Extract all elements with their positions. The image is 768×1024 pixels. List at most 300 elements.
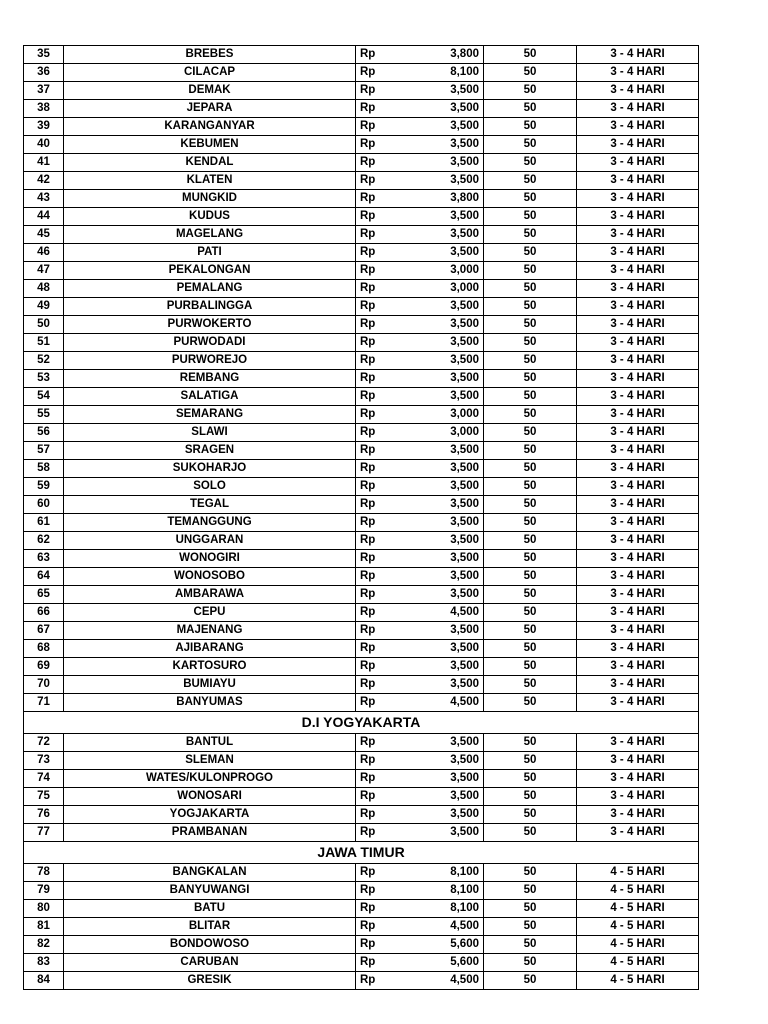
delivery-time: 3 - 4 HARI [577,208,699,226]
delivery-time: 3 - 4 HARI [577,824,699,842]
currency-label: Rp [356,442,401,460]
delivery-time: 3 - 4 HARI [577,352,699,370]
table-row [24,694,699,712]
city-name: PURWOKERTO [64,316,356,334]
table-row [24,676,699,694]
row-number: 47 [24,262,64,280]
delivery-time: 3 - 4 HARI [577,586,699,604]
price-value: 8,100 [401,900,484,918]
currency-label: Rp [356,658,401,676]
price-value: 3,500 [401,334,484,352]
city-name: KLATEN [64,172,356,190]
city-name: WATES/KULONPROGO [64,770,356,788]
city-name: TEMANGGUNG [64,514,356,532]
price-value: 4,500 [401,972,484,990]
min-weight: 50 [484,460,577,478]
delivery-time: 3 - 4 HARI [577,806,699,824]
delivery-time: 3 - 4 HARI [577,514,699,532]
delivery-time: 3 - 4 HARI [577,298,699,316]
delivery-time: 3 - 4 HARI [577,752,699,770]
min-weight: 50 [484,46,577,64]
price-value: 3,000 [401,424,484,442]
row-number: 76 [24,806,64,824]
price-value: 3,500 [401,172,484,190]
price-value: 3,500 [401,370,484,388]
currency-label: Rp [356,568,401,586]
table-row [24,262,699,280]
min-weight: 50 [484,604,577,622]
row-number: 44 [24,208,64,226]
min-weight: 50 [484,208,577,226]
currency-label: Rp [356,972,401,990]
row-number: 35 [24,46,64,64]
currency-label: Rp [356,100,401,118]
row-number: 54 [24,388,64,406]
row-number: 60 [24,496,64,514]
currency-label: Rp [356,900,401,918]
price-value: 3,800 [401,46,484,64]
delivery-time: 3 - 4 HARI [577,370,699,388]
min-weight: 50 [484,972,577,990]
table-row [24,82,699,100]
price-value: 3,500 [401,352,484,370]
table-row [24,442,699,460]
delivery-time: 3 - 4 HARI [577,496,699,514]
row-number: 70 [24,676,64,694]
currency-label: Rp [356,460,401,478]
currency-label: Rp [356,280,401,298]
currency-label: Rp [356,406,401,424]
currency-label: Rp [356,478,401,496]
min-weight: 50 [484,496,577,514]
row-number: 77 [24,824,64,842]
row-number: 58 [24,460,64,478]
currency-label: Rp [356,694,401,712]
city-name: KENDAL [64,154,356,172]
table-row [24,244,699,262]
currency-label: Rp [356,82,401,100]
price-value: 3,000 [401,406,484,424]
city-name: PEMALANG [64,280,356,298]
row-number: 64 [24,568,64,586]
min-weight: 50 [484,882,577,900]
min-weight: 50 [484,118,577,136]
currency-label: Rp [356,918,401,936]
city-name: SLEMAN [64,752,356,770]
table-row [24,316,699,334]
price-value: 3,500 [401,496,484,514]
city-name: BANYUMAS [64,694,356,712]
table-row [24,478,699,496]
city-name: SALATIGA [64,388,356,406]
min-weight: 50 [484,550,577,568]
city-name: DEMAK [64,82,356,100]
delivery-time: 3 - 4 HARI [577,334,699,352]
city-name: WONOSARI [64,788,356,806]
region-header-row [24,712,699,734]
price-value: 3,500 [401,676,484,694]
table-row [24,172,699,190]
price-value: 3,500 [401,136,484,154]
currency-label: Rp [356,172,401,190]
delivery-time: 3 - 4 HARI [577,694,699,712]
min-weight: 50 [484,334,577,352]
city-name: PEKALONGAN [64,262,356,280]
min-weight: 50 [484,532,577,550]
row-number: 57 [24,442,64,460]
currency-label: Rp [356,788,401,806]
min-weight: 50 [484,676,577,694]
price-value: 4,500 [401,694,484,712]
table-row [24,298,699,316]
row-number: 65 [24,586,64,604]
row-number: 83 [24,954,64,972]
currency-label: Rp [356,46,401,64]
table-row [24,882,699,900]
table-row [24,280,699,298]
row-number: 56 [24,424,64,442]
min-weight: 50 [484,622,577,640]
city-name: GRESIK [64,972,356,990]
min-weight: 50 [484,954,577,972]
table-row [24,918,699,936]
row-number: 55 [24,406,64,424]
min-weight: 50 [484,190,577,208]
table-row [24,900,699,918]
currency-label: Rp [356,864,401,882]
delivery-time: 3 - 4 HARI [577,568,699,586]
delivery-time: 3 - 4 HARI [577,788,699,806]
row-number: 79 [24,882,64,900]
min-weight: 50 [484,568,577,586]
city-name: BUMIAYU [64,676,356,694]
city-name: MAGELANG [64,226,356,244]
currency-label: Rp [356,622,401,640]
table-row [24,658,699,676]
currency-label: Rp [356,190,401,208]
row-number: 80 [24,900,64,918]
min-weight: 50 [484,770,577,788]
currency-label: Rp [356,244,401,262]
price-value: 3,500 [401,118,484,136]
city-name: KARTOSURO [64,658,356,676]
currency-label: Rp [356,370,401,388]
price-value: 3,000 [401,262,484,280]
delivery-time: 3 - 4 HARI [577,316,699,334]
min-weight: 50 [484,226,577,244]
min-weight: 50 [484,262,577,280]
row-number: 62 [24,532,64,550]
price-value: 3,500 [401,752,484,770]
delivery-time: 3 - 4 HARI [577,604,699,622]
row-number: 37 [24,82,64,100]
delivery-time: 3 - 4 HARI [577,154,699,172]
table-row [24,770,699,788]
currency-label: Rp [356,496,401,514]
delivery-time: 3 - 4 HARI [577,280,699,298]
city-name: KEBUMEN [64,136,356,154]
currency-label: Rp [356,514,401,532]
min-weight: 50 [484,734,577,752]
delivery-time: 3 - 4 HARI [577,262,699,280]
row-number: 74 [24,770,64,788]
delivery-time: 4 - 5 HARI [577,900,699,918]
table-row [24,118,699,136]
min-weight: 50 [484,824,577,842]
delivery-time: 3 - 4 HARI [577,640,699,658]
price-value: 3,500 [401,532,484,550]
city-name: BONDOWOSO [64,936,356,954]
min-weight: 50 [484,806,577,824]
min-weight: 50 [484,388,577,406]
city-name: BATU [64,900,356,918]
min-weight: 50 [484,64,577,82]
city-name: SLAWI [64,424,356,442]
city-name: KUDUS [64,208,356,226]
price-value: 5,600 [401,936,484,954]
delivery-time: 3 - 4 HARI [577,136,699,154]
table-row [24,208,699,226]
table-row [24,460,699,478]
price-value: 3,800 [401,190,484,208]
row-number: 84 [24,972,64,990]
table-row [24,806,699,824]
delivery-time: 3 - 4 HARI [577,622,699,640]
price-value: 3,500 [401,770,484,788]
table-row [24,734,699,752]
table-row [24,46,699,64]
table-row [24,788,699,806]
city-name: SEMARANG [64,406,356,424]
table-row [24,622,699,640]
city-name: CARUBAN [64,954,356,972]
table-row [24,604,699,622]
row-number: 75 [24,788,64,806]
price-value: 3,500 [401,442,484,460]
table-row [24,972,699,990]
min-weight: 50 [484,82,577,100]
min-weight: 50 [484,514,577,532]
delivery-time: 3 - 4 HARI [577,478,699,496]
city-name: PRAMBANAN [64,824,356,842]
table-row [24,936,699,954]
shipping-rate-table [23,45,699,990]
price-value: 3,500 [401,316,484,334]
city-name: REMBANG [64,370,356,388]
currency-label: Rp [356,298,401,316]
row-number: 59 [24,478,64,496]
row-number: 42 [24,172,64,190]
city-name: BANTUL [64,734,356,752]
min-weight: 50 [484,442,577,460]
currency-label: Rp [356,316,401,334]
currency-label: Rp [356,586,401,604]
table-row [24,586,699,604]
delivery-time: 4 - 5 HARI [577,864,699,882]
delivery-time: 4 - 5 HARI [577,954,699,972]
delivery-time: 3 - 4 HARI [577,100,699,118]
delivery-time: 3 - 4 HARI [577,406,699,424]
delivery-time: 3 - 4 HARI [577,532,699,550]
currency-label: Rp [356,226,401,244]
price-value: 3,500 [401,824,484,842]
table-row [24,752,699,770]
min-weight: 50 [484,936,577,954]
price-value: 3,000 [401,280,484,298]
row-number: 43 [24,190,64,208]
row-number: 41 [24,154,64,172]
delivery-time: 3 - 4 HARI [577,442,699,460]
price-value: 3,500 [401,154,484,172]
currency-label: Rp [356,824,401,842]
row-number: 36 [24,64,64,82]
row-number: 49 [24,298,64,316]
row-number: 52 [24,352,64,370]
city-name: BANYUWANGI [64,882,356,900]
currency-label: Rp [356,752,401,770]
city-name: PURWOREJO [64,352,356,370]
city-name: YOGJAKARTA [64,806,356,824]
table-row [24,388,699,406]
row-number: 38 [24,100,64,118]
min-weight: 50 [484,694,577,712]
table-row [24,352,699,370]
city-name: PATI [64,244,356,262]
min-weight: 50 [484,918,577,936]
table-row [24,864,699,882]
currency-label: Rp [356,550,401,568]
price-value: 3,500 [401,568,484,586]
min-weight: 50 [484,172,577,190]
city-name: WONOGIRI [64,550,356,568]
currency-label: Rp [356,64,401,82]
price-value: 4,500 [401,604,484,622]
delivery-time: 3 - 4 HARI [577,676,699,694]
min-weight: 50 [484,316,577,334]
min-weight: 50 [484,244,577,262]
delivery-time: 3 - 4 HARI [577,734,699,752]
price-value: 3,500 [401,82,484,100]
city-name: JEPARA [64,100,356,118]
currency-label: Rp [356,640,401,658]
row-number: 78 [24,864,64,882]
city-name: SRAGEN [64,442,356,460]
row-number: 53 [24,370,64,388]
delivery-time: 3 - 4 HARI [577,658,699,676]
price-value: 3,500 [401,478,484,496]
min-weight: 50 [484,586,577,604]
delivery-time: 3 - 4 HARI [577,424,699,442]
price-value: 3,500 [401,244,484,262]
table-row [24,406,699,424]
row-number: 73 [24,752,64,770]
row-number: 66 [24,604,64,622]
delivery-time: 3 - 4 HARI [577,172,699,190]
price-value: 8,100 [401,882,484,900]
currency-label: Rp [356,770,401,788]
price-value: 3,500 [401,622,484,640]
min-weight: 50 [484,478,577,496]
row-number: 61 [24,514,64,532]
currency-label: Rp [356,936,401,954]
price-value: 3,500 [401,100,484,118]
row-number: 48 [24,280,64,298]
delivery-time: 3 - 4 HARI [577,226,699,244]
table-row [24,334,699,352]
row-number: 46 [24,244,64,262]
min-weight: 50 [484,100,577,118]
currency-label: Rp [356,352,401,370]
table-row [24,532,699,550]
row-number: 45 [24,226,64,244]
price-value: 3,500 [401,734,484,752]
price-value: 3,500 [401,586,484,604]
currency-label: Rp [356,806,401,824]
price-value: 3,500 [401,640,484,658]
delivery-time: 3 - 4 HARI [577,118,699,136]
currency-label: Rp [356,424,401,442]
row-number: 63 [24,550,64,568]
currency-label: Rp [356,118,401,136]
price-value: 4,500 [401,918,484,936]
table-body [24,46,699,990]
price-value: 3,500 [401,658,484,676]
table-row [24,550,699,568]
currency-label: Rp [356,676,401,694]
delivery-time: 3 - 4 HARI [577,460,699,478]
row-number: 51 [24,334,64,352]
table-row [24,64,699,82]
min-weight: 50 [484,640,577,658]
price-value: 3,500 [401,208,484,226]
min-weight: 50 [484,154,577,172]
row-number: 50 [24,316,64,334]
currency-label: Rp [356,604,401,622]
currency-label: Rp [356,532,401,550]
price-value: 3,500 [401,788,484,806]
row-number: 67 [24,622,64,640]
city-name: CILACAP [64,64,356,82]
delivery-time: 4 - 5 HARI [577,882,699,900]
city-name: MUNGKID [64,190,356,208]
table-row [24,424,699,442]
price-value: 8,100 [401,864,484,882]
min-weight: 50 [484,280,577,298]
delivery-time: 4 - 5 HARI [577,918,699,936]
row-number: 71 [24,694,64,712]
table-row [24,100,699,118]
price-value: 8,100 [401,64,484,82]
city-name: SOLO [64,478,356,496]
city-name: AJIBARANG [64,640,356,658]
city-name: TEGAL [64,496,356,514]
city-name: BANGKALAN [64,864,356,882]
city-name: PURWODADI [64,334,356,352]
row-number: 68 [24,640,64,658]
currency-label: Rp [356,262,401,280]
currency-label: Rp [356,882,401,900]
table-row [24,496,699,514]
currency-label: Rp [356,136,401,154]
delivery-time: 3 - 4 HARI [577,82,699,100]
row-number: 40 [24,136,64,154]
delivery-time: 3 - 4 HARI [577,550,699,568]
city-name: CEPU [64,604,356,622]
row-number: 72 [24,734,64,752]
price-value: 3,500 [401,460,484,478]
price-value: 3,500 [401,550,484,568]
currency-label: Rp [356,954,401,972]
